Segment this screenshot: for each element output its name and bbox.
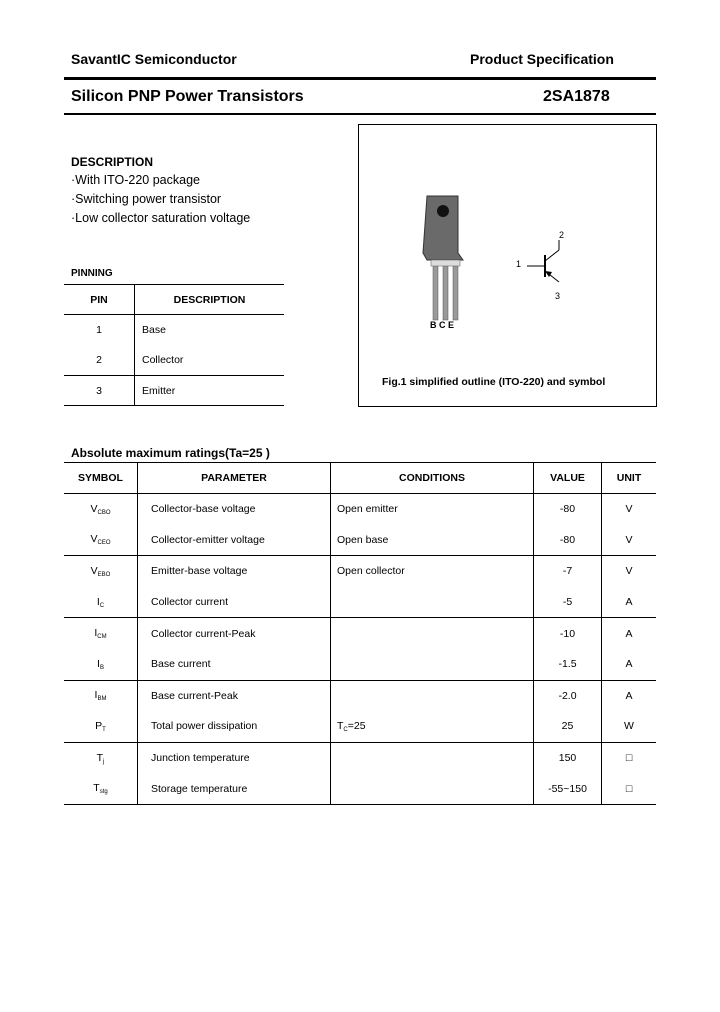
value-cell: -10 [534, 618, 602, 649]
table-row [64, 587, 656, 618]
symbol-cell [64, 556, 138, 587]
value-cell: 25 [534, 711, 602, 742]
symbol-letter: I [96, 595, 100, 608]
condition-text: Open base [337, 533, 389, 546]
symbol-letter: V [90, 564, 98, 577]
symbol-subscript: EBO [97, 571, 111, 578]
parameter-header: PARAMETER [138, 463, 331, 494]
ratings-title: Absolute maximum ratings(Ta=25 ) [71, 446, 270, 460]
description-item: ·With ITO-220 package [71, 173, 200, 187]
conditions-cell [331, 742, 534, 773]
condition-subscript: C [343, 726, 348, 733]
value-cell: -1.5 [534, 649, 602, 680]
table-header-row [64, 463, 656, 494]
figure-caption: Fig.1 simplified outline (ITO-220) and symbol [382, 376, 606, 388]
symbol-subscript: CM [97, 634, 107, 641]
conditions-cell [331, 587, 534, 618]
symbol-letter: I [97, 657, 100, 670]
conditions-cell [331, 711, 534, 742]
pin-number: 3 [64, 376, 135, 406]
ratings-table [64, 462, 656, 805]
parameter-cell: Storage temperature [138, 773, 331, 804]
pin-description: Emitter [142, 384, 176, 397]
symbol-subscript: C [99, 602, 105, 609]
value-header: VALUE [534, 463, 602, 494]
value-cell: 150 [534, 742, 602, 773]
unit-cell: □ [625, 752, 633, 765]
conditions-cell [331, 773, 534, 804]
condition-text: Open emitter [337, 503, 398, 516]
symbol-label-collector: 2 [559, 230, 565, 240]
table-row [64, 556, 656, 587]
condition-text: T [337, 719, 344, 732]
table-row [64, 525, 656, 556]
unit-cell: V [625, 503, 633, 516]
pinning-title: PINNING [71, 268, 113, 279]
parameter-cell: Total power dissipation [138, 711, 331, 742]
table-row [64, 345, 284, 376]
pinning-table [64, 284, 284, 406]
unit-cell: A [625, 658, 633, 671]
parameter-cell: Collector-base voltage [138, 494, 331, 525]
symbol-letter: I [94, 627, 98, 640]
value-cell: -80 [534, 525, 602, 556]
symbol-subscript: CEO [97, 540, 111, 547]
conditions-cell [331, 556, 534, 587]
symbol-subscript: stg [99, 789, 108, 796]
unit-cell: V [625, 533, 633, 546]
condition-rest: =25 [347, 719, 366, 732]
table-row [64, 315, 284, 345]
symbol-letter: T [96, 751, 104, 764]
conditions-cell [331, 494, 534, 525]
company-name: SavantIC Semiconductor [71, 51, 237, 67]
description-title: DESCRIPTION [71, 155, 154, 169]
part-number: 2SA1878 [543, 88, 610, 105]
symbol-header: SYMBOL [64, 463, 138, 494]
symbol-cell [64, 525, 138, 556]
value-cell: -2.0 [534, 680, 602, 711]
table-row [64, 494, 656, 525]
symbol-subscript: B [99, 664, 104, 671]
conditions-cell [331, 525, 534, 556]
pin-header: PIN [64, 285, 135, 315]
parameter-cell: Junction temperature [138, 742, 331, 773]
symbol-subscript: j [103, 758, 105, 765]
symbol-subscript: CBO [97, 509, 111, 516]
parameter-cell: Base current [138, 649, 331, 680]
condition-text: Open collector [337, 565, 405, 578]
symbol-letter: P [95, 719, 103, 732]
unit-cell: □ [625, 782, 633, 795]
pin-description: Collector [142, 353, 184, 366]
parameter-cell: Collector-emitter voltage [138, 525, 331, 556]
table-row [64, 773, 656, 804]
pin-number: 2 [64, 345, 135, 376]
symbol-letter: I [94, 689, 98, 702]
symbol-cell [64, 742, 138, 773]
symbol-subscript: BM [97, 696, 107, 703]
header-rule [64, 77, 656, 80]
title-rule [64, 113, 656, 115]
symbol-cell [64, 680, 138, 711]
table-row [64, 680, 656, 711]
pin-letters: B C E [430, 320, 455, 330]
package-outline-drawing [359, 125, 656, 406]
table-row [64, 711, 656, 742]
pin-number: 1 [64, 315, 135, 345]
table-row [64, 742, 656, 773]
description-item: ·Switching power transistor [71, 192, 222, 206]
pin-desc-header: DESCRIPTION [173, 293, 246, 306]
symbol-letter: V [90, 533, 98, 546]
symbol-letter: V [90, 502, 98, 515]
product-title: Silicon PNP Power Transistors [71, 88, 304, 105]
parameter-cell: Collector current-Peak [138, 618, 331, 649]
symbol-cell [64, 587, 138, 618]
symbol-cell [64, 711, 138, 742]
value-cell: -55~150 [534, 773, 602, 804]
spec-label: Product Specification [470, 51, 614, 67]
description-item: ·Low collector saturation voltage [71, 211, 251, 225]
table-row [64, 649, 656, 680]
value-cell: -7 [534, 556, 602, 587]
parameter-cell: Base current-Peak [138, 680, 331, 711]
conditions-header: CONDITIONS [331, 463, 534, 494]
table-header-row [64, 285, 284, 315]
parameter-cell: Collector current [138, 587, 331, 618]
table-row [64, 376, 284, 406]
value-cell: -5 [534, 587, 602, 618]
parameter-cell: Emitter-base voltage [138, 556, 331, 587]
conditions-cell [331, 618, 534, 649]
figure-box [358, 124, 657, 407]
table-row [64, 618, 656, 649]
symbol-cell [64, 773, 138, 804]
unit-cell: A [625, 689, 633, 702]
conditions-cell [331, 649, 534, 680]
symbol-subscript: T [102, 726, 106, 733]
pin-description: Base [142, 323, 166, 336]
unit-cell: W [624, 720, 634, 733]
symbol-cell [64, 649, 138, 680]
symbol-label-base: 1 [516, 259, 522, 269]
value-cell: -80 [534, 494, 602, 525]
ratings-body [64, 494, 656, 805]
conditions-cell [331, 680, 534, 711]
symbol-cell [64, 494, 138, 525]
unit-cell: A [625, 627, 633, 640]
symbol-letter: T [93, 782, 100, 795]
unit-cell: A [625, 596, 633, 609]
unit-cell: V [625, 565, 633, 578]
symbol-cell [64, 618, 138, 649]
unit-header: UNIT [616, 472, 642, 484]
symbol-label-emitter: 3 [555, 291, 561, 301]
